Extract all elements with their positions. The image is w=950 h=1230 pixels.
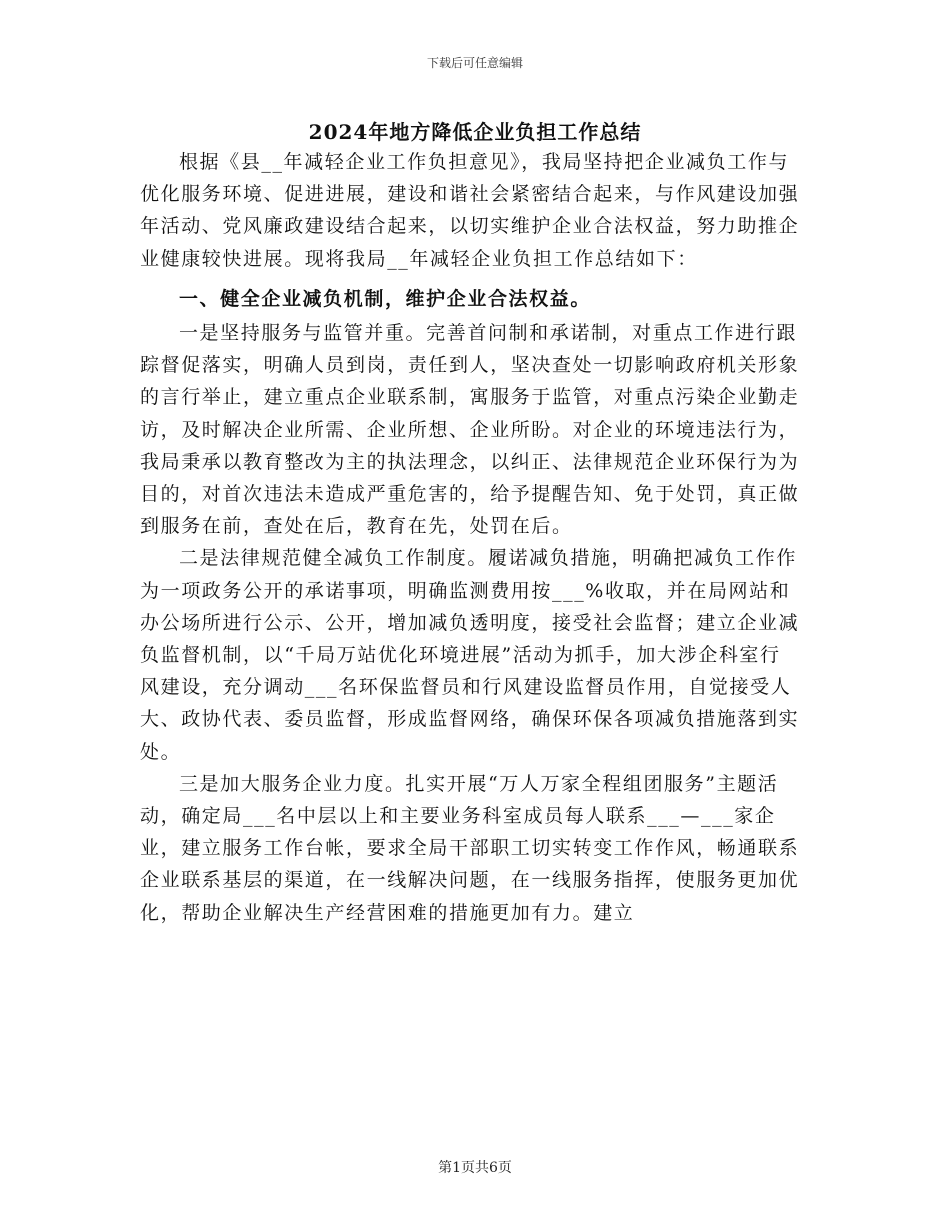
body-paragraph-1: 一是坚持服务与监管并重。完善首问制和承诺制，对重点工作进行跟踪督促落实，明确人员到岗，责任到人，坚决查处一切影响政府机关形象的言行举止，建立重点企业联系制，寓服务于监管，对重点污染企业勤走访，及时解决企业所需、企业所想、企业所盼。对企业的环境违法行为，我局秉承以教育整改为主的执法理念，以纠正、法律规范企业环保行为为目的，对首次违法未造成严重危害的，给予提醒告知、免于处罚，真正做到服务在前，查处在后，教育在先，处罚在后。 bbox=[140, 322, 800, 538]
body-paragraph-2: 二是法律规范健全减负工作制度。履诺减负措施，明确把减负工作作为一项政务公开的承诺事项，明确监测费用按___%收取，并在局网站和办公场所进行公示、公开，增加减负透明度，接受社会监督；建立企业减负监督机制，以“千局万站优化环境进展”活动为抓手，加大涉企科室行风建设，充分调动___名环保监督员和行风建设监督员作用，自觉接受人大、政协代表、委员监督，形成监督网络，确保环保各项减负措施落到实处。 bbox=[140, 547, 800, 763]
section-heading-1: 一、健全企业减负机制，维护企业合法权益。 bbox=[178, 287, 591, 310]
document-body bbox=[140, 146, 800, 929]
document-title: 2024年地方降低企业负担工作总结 bbox=[308, 120, 642, 144]
body-paragraph-3: 三是加大服务企业力度。扎实开展“万人万家全程组团服务”主题活动，确定局___名中层以上和主要业务科室成员每人联系___—___家企业，建立服务工作台帐，要求全局干部职工切实转变工作作风，畅通联系企业联系基层的渠道，在一线解决问题，在一线服务指挥，使服务更加优化，帮助企业解决生产经营困难的措施更加有力。建立 bbox=[140, 772, 800, 924]
page-header-note: 下载后可任意编辑 bbox=[426, 56, 523, 70]
intro-paragraph: 根据《县__年减轻企业工作负担意见》，我局坚持把企业减负工作与优化服务环境、促进进展，建设和谐社会紧密结合起来，与作风建设加强年活动、党风廉政建设结合起来，以切实维护企业合法权益，努力助推企业健康较快进展。现将我局__年减轻企业负担工作总结如下： bbox=[140, 151, 800, 270]
page-number: 第1页共6页 bbox=[438, 1160, 512, 1176]
